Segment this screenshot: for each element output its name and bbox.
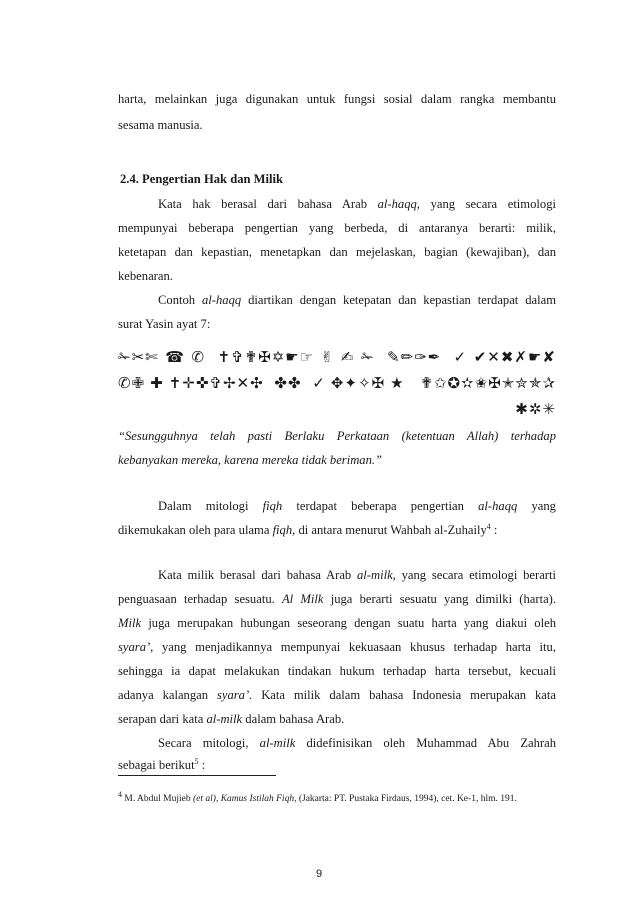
text-span: juga merupakan hubungan seseorang dengan suatu harta yang diakui oleh <box>141 616 556 630</box>
paragraph-5-line-1 <box>158 567 556 583</box>
paragraph-2-line-3: ketetapan dan kepastian, menetapkan dan mejelaskan, bagian (kewajiban), dan <box>118 245 556 259</box>
footnote-4 <box>118 789 556 805</box>
term-milk: Milk <box>118 616 142 630</box>
paragraph-5-line-6 <box>118 687 556 703</box>
text-span: yang secara etimologi berarti <box>395 568 556 582</box>
text-span: dikemukakan oleh para ulama <box>118 523 273 537</box>
text-span: yang secara etimologi <box>419 197 556 211</box>
paragraph-4-line-2 <box>118 522 556 538</box>
paragraph-6-line-2 <box>118 757 556 773</box>
text-span: adanya kalangan <box>118 688 217 702</box>
paragraph-1-line-2: sesama manusia. <box>118 118 203 132</box>
footnote-title: (et al), Kamus Istilah Fiqh, <box>193 794 297 804</box>
text-span: (Jakarta: PT. Pustaka Firdaus, 1994), cet. Ke-1, hlm. 191. <box>296 794 517 804</box>
footnote-ref-5[interactable]: 5 <box>194 756 199 766</box>
paragraph-3-line-2: surat Yasin ayat 7: <box>118 317 211 331</box>
term-al-milk: al-milk, <box>357 568 396 582</box>
term-al-haqq: al-haqq <box>478 499 518 513</box>
term-al-haqq: al-haqq <box>202 293 242 307</box>
paragraph-5-line-3 <box>118 615 556 631</box>
translation-line-2: kebanyakan mereka, karena mereka tidak beriman.” <box>118 453 383 467</box>
term-al-milk: al-milk <box>259 736 296 750</box>
text-span: Kata hak berasal dari bahasa Arab <box>158 197 378 211</box>
footnote-separator <box>118 775 276 776</box>
text-span: yang <box>517 499 556 513</box>
arabic-verse-line-2: ✆✙✚✝✛✜✞✢✕✣ ✤✤ ✓✥✦✧✠★ ✟✩✪✫✬✠✭✮✯✰ <box>118 374 556 392</box>
page-number: 9 <box>315 868 323 880</box>
paragraph-5-line-5: sehingga ia dapat melakukan tindakan hukum terhadap harta tersebut, kecuali <box>118 664 556 678</box>
text-span: didefinisikan oleh Muhammad Abu Zahrah <box>295 736 556 750</box>
term-syara: syara’. <box>216 688 253 702</box>
text-span: Kata milik berasal dari bahasa Arab <box>158 568 357 582</box>
text-span: penguasaan terhadap sesuatu. <box>118 592 282 606</box>
translation-line-1: “Sesungguhnya telah pasti Berlaku Perkataan (ketentuan Allah) terhadap <box>118 429 556 443</box>
term-al-milk: al-milk <box>206 712 243 726</box>
paragraph-6-line-1 <box>158 735 556 751</box>
paragraph-5-line-2 <box>118 591 556 607</box>
footnote-number: 4 <box>118 789 122 799</box>
paragraph-5-line-7 <box>118 711 556 727</box>
paragraph-2-line-4: kebenaran. <box>118 269 173 283</box>
text-span: terdapat beberapa pengertian <box>282 499 479 513</box>
term-syara: syara’, <box>118 640 154 654</box>
paragraph-2-line-1 <box>158 196 556 212</box>
paragraph-5-line-4 <box>118 639 556 655</box>
text-span: serapan dari kata <box>118 712 207 726</box>
paragraph-2-line-2: mempunyai beberapa pengertian yang berbeda, di antaranya berarti: milik, <box>118 221 556 235</box>
text-span: dalam bahasa Arab. <box>242 712 345 726</box>
text-span: : <box>490 523 498 537</box>
arabic-verse-line-1: ✁✂✄☎✆ ✝✞✟✠✡☛☞✌✍✁ ✎✏✑✒ ✓✔✕✖✗☛✘ <box>118 348 556 366</box>
text-span: Kata milik dalam bahasa Indonesia merupakan kata <box>252 688 556 702</box>
term-al-milk: Al Milk <box>281 592 324 606</box>
paragraph-1-line-1: harta, melainkan juga digunakan untuk fungsi sosial dalam rangka membantu <box>118 92 556 106</box>
paragraph-3-line-1 <box>158 292 556 308</box>
footnote-ref-4[interactable]: 4 <box>486 521 491 531</box>
term-fiqh: fiqh <box>262 499 283 513</box>
section-heading: 2.4. Pengertian Hak dan Milik <box>120 172 284 186</box>
text-span: di antara menurut Wahbah al-Zuhaily <box>295 523 487 537</box>
text-span: : <box>198 758 206 772</box>
term-al-haqq: al-haqq, <box>377 197 420 211</box>
text-span: Dalam mitologi <box>158 499 263 513</box>
text-span: juga berarti sesuatu yang dimilki (harta). <box>323 592 556 606</box>
text-span: diartikan dengan ketepatan dan kepastian terdapat dalam <box>241 293 556 307</box>
text-span: M. Abdul Mujieb <box>122 794 193 804</box>
text-span: sebagai berikut <box>118 758 195 772</box>
arabic-verse-line-3: ✱✲✳ <box>515 400 556 418</box>
text-span: yang menjadikannya mempunyai kekuasaan khusus terhadap harta itu, <box>153 640 556 654</box>
paragraph-4-line-1 <box>158 498 556 514</box>
term-fiqh: fiqh, <box>272 523 296 537</box>
text-span: Secara mitologi, <box>158 736 260 750</box>
text-span: Contoh <box>158 293 202 307</box>
